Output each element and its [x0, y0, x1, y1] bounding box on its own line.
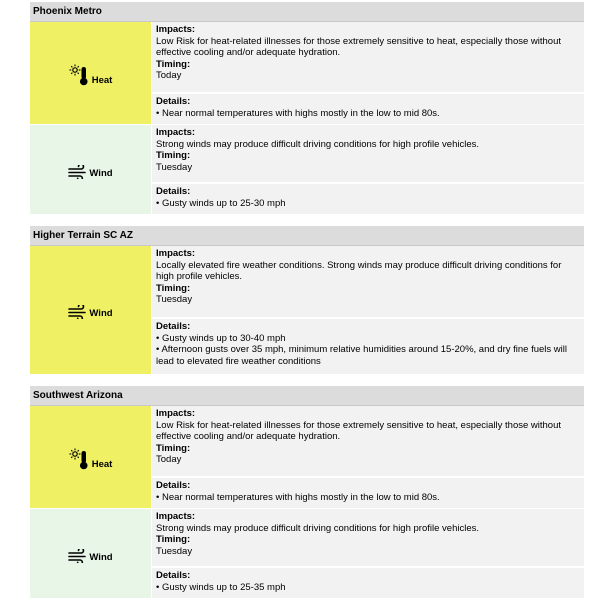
heat-thermometer-icon: [69, 64, 91, 86]
region-header-higher-terrain: Higher Terrain SC AZ: [30, 226, 584, 246]
details-item: • Afternoon gusts over 35 mph, minimum relative humidities around 15-20%, and dry fine fuels will lead to elevated fire weather conditions: [156, 344, 567, 367]
timing-text: Tuesday: [156, 294, 193, 305]
hazard-content: [152, 22, 584, 124]
timing-label: Timing:: [156, 58, 191, 70]
hazard-content: [152, 246, 584, 374]
hazard-cell: [30, 406, 152, 508]
details-block: [152, 92, 584, 124]
timing-label: Timing:: [156, 282, 191, 294]
hazard-cell: [30, 125, 152, 214]
impacts-label: Impacts:: [156, 127, 196, 138]
hazard-row-southwest-wind: [30, 509, 584, 598]
impacts-text: Locally elevated fire weather conditions. Strong winds may produce difficult driving conditions for high profile vehicles.: [156, 259, 562, 282]
timing-text: Tuesday: [156, 161, 193, 173]
hazard-label: Wind: [89, 551, 113, 563]
details-item: • Near normal temperatures with highs mostly in the low to mid 80s.: [156, 107, 440, 119]
hazard-label: Heat: [91, 459, 113, 470]
hazard-row-phoenix-wind: [30, 125, 584, 214]
details-block: [152, 317, 584, 374]
details-block: [152, 182, 584, 214]
details-item: • Near normal temperatures with highs mostly in the low to mid 80s.: [156, 491, 440, 503]
details-label: Details:: [156, 96, 191, 107]
timing-text: Tuesday: [156, 545, 193, 557]
details-item: • Gusty winds up to 25-35 mph: [156, 581, 286, 593]
details-block: [152, 566, 584, 598]
hazard-row-southwest-heat: [30, 406, 584, 508]
impacts-label: Impacts:: [156, 408, 196, 419]
hazard-label: Wind: [89, 167, 113, 179]
hazard-cell: [30, 22, 152, 124]
impacts-block: [152, 22, 584, 92]
heat-thermometer-icon: [69, 448, 91, 470]
details-item: • Gusty winds up to 25-30 mph: [156, 197, 286, 209]
impacts-block: [152, 246, 584, 317]
hazard-label: Wind: [89, 308, 113, 319]
region-header-phoenix-metro: Phoenix Metro: [30, 2, 584, 22]
timing-label: Timing:: [156, 442, 191, 454]
details-label: Details:: [156, 570, 191, 581]
wind-icon: [68, 305, 88, 319]
hazard-label: Heat: [91, 75, 113, 86]
impacts-text: Low Risk for heat-related illnesses for those extremely sensitive to heat, especially those without effective cooling and/or adequate hydration.: [156, 419, 562, 442]
hazard-content: [152, 125, 584, 214]
wind-icon: [68, 549, 88, 563]
impacts-label: Impacts:: [156, 248, 196, 259]
details-label: Details:: [156, 480, 191, 491]
timing-text: Today: [156, 454, 182, 465]
timing-text: Today: [156, 70, 182, 81]
impacts-label: Impacts:: [156, 24, 196, 35]
timing-label: Timing:: [156, 150, 191, 161]
hazard-cell: [30, 509, 152, 598]
hazard-row-higher-terrain-wind: [30, 246, 584, 374]
impacts-text: Strong winds may produce difficult driving conditions for high profile vehicles.: [156, 138, 479, 150]
impacts-block: [152, 125, 584, 182]
wind-icon: [68, 165, 88, 179]
impacts-text: Low Risk for heat-related illnesses for those extremely sensitive to heat, especially those without effective cooling and/or adequate hydration.: [156, 35, 562, 58]
details-label: Details:: [156, 321, 191, 332]
details-item: • Gusty winds up to 30-40 mph: [156, 332, 286, 344]
impacts-block: [152, 406, 584, 476]
impacts-text: Strong winds may produce difficult driving conditions for high profile vehicles.: [156, 522, 479, 534]
hazard-row-phoenix-heat: [30, 22, 584, 124]
impacts-label: Impacts:: [156, 511, 196, 522]
impacts-block: [152, 509, 584, 566]
details-block: [152, 476, 584, 508]
timing-label: Timing:: [156, 534, 191, 545]
details-label: Details:: [156, 186, 191, 197]
region-header-southwest-arizona: Southwest Arizona: [30, 386, 584, 406]
hazard-cell: [30, 246, 152, 374]
hazard-content: [152, 406, 584, 508]
hazard-content: [152, 509, 584, 598]
